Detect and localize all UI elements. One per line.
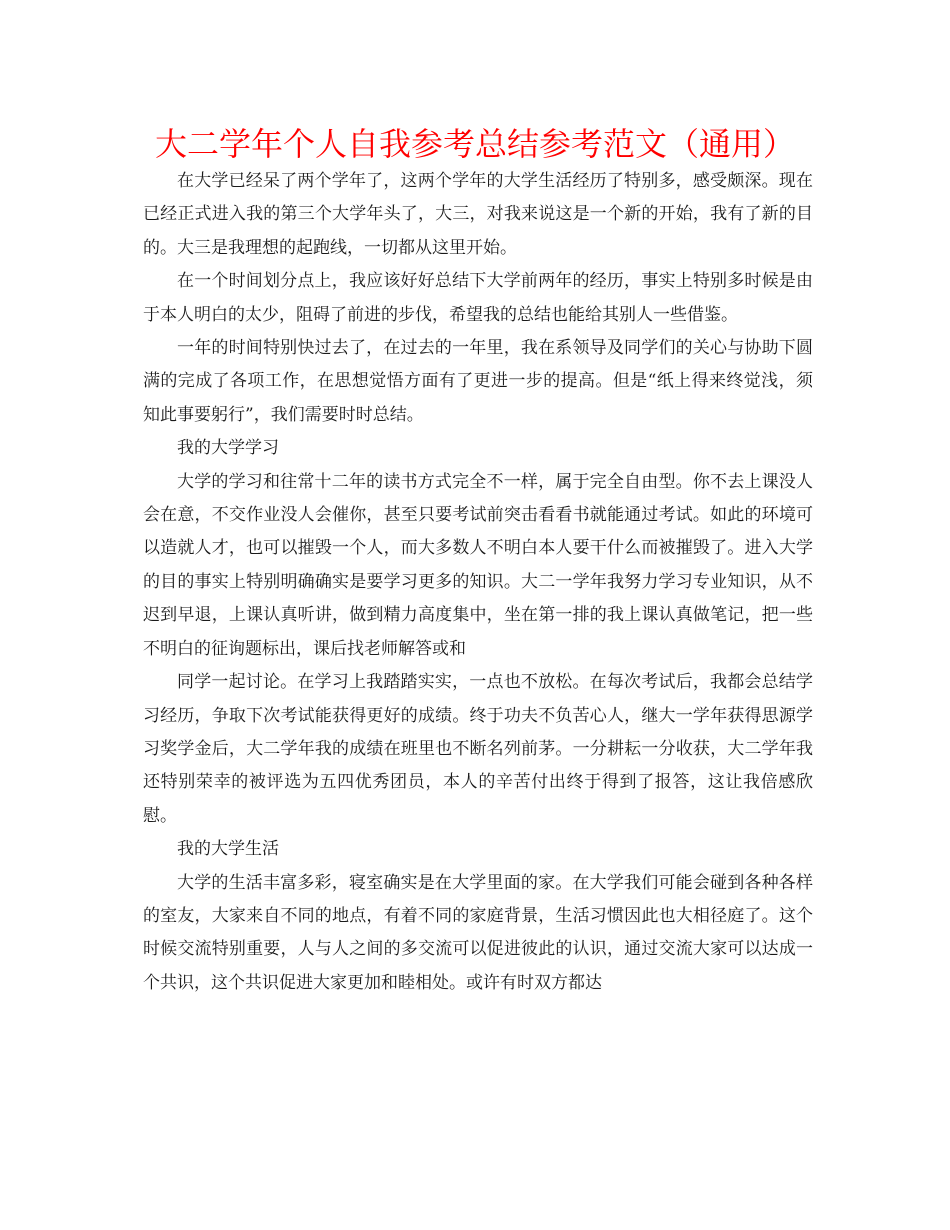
paragraph-study-1: 大学的学习和往常十二年的读书方式完全不一样，属于完全自由型。你不去上课没人会在意，不交作业没人会催你，甚至只要考试前突击看看书就能通过考试。如此的环境可以造就人才，也可以摧毁一个人，而大多数人不明白本人要干什么而被摧毁了。进入大学的目的事实上特别明确确实是要学习更多的知识。大二一学年我努力学习专业知识，从不迟到早退，上课认真听讲，做到精力高度集中，坐在第一排的我上课认真做笔记，把一些不明白的征询题标出，课后找老师解答或和 [143,471,813,659]
section-heading-life: 我的大学生活 [177,839,279,860]
document-body [143,165,813,1000]
document-title: 大二学年个人自我参考总结参考范文（通用） [154,125,795,163]
paragraph-life: 大学的生活丰富多彩，寝室确实是在大学里面的家。在大学我们可能会碰到各种各样的室友，大家来自不同的地点，有着不同的家庭背景，生活习惯因此也大相径庭了。这个时候交流特别重要，人与人之间的多交流可以促进彼此的认识，通过交流大家可以达成一个共识，这个共识促进大家更加和睦相处。或许有时双方都达 [143,872,813,993]
paragraph-study-2: 同学一起讨论。在学习上我踏踏实实，一点也不放松。在每次考试后，我都会总结学习经历，争取下次考试能获得更好的成绩。终于功夫不负苦心人，继大一学年获得思源学习奖学金后，大二学年我的成绩在班里也不断名列前茅。一分耕耘一分收获，大二学年我还特别荣幸的被评选为五四优秀团员，本人的辛苦付出终于得到了报答，这让我倍感欣慰。 [143,672,813,826]
paragraph-past-year: 一年的时间特别快过去了，在过去的一年里，我在系领导及同学们的关心与协助下圆满的完成了各项工作，在思想觉悟方面有了更进一步的提高。但是“纸上得来终觉浅，须知此事要躬行”，我们需要时时总结。 [143,338,813,425]
paragraph-intro: 在大学已经呆了两个学年了，这两个学年的大学生活经历了特别多，感受颇深。现在已经正式进入我的第三个大学年头了，大三，对我来说这是一个新的开始，我有了新的目的。大三是我理想的起跑线，一切都从这里开始。 [143,171,813,258]
section-heading-study: 我的大学学习 [177,438,279,459]
paragraph-summary-purpose: 在一个时间划分点上，我应该好好总结下大学前两年的经历，事实上特别多时候是由于本人明白的太少，阻碍了前进的步伐，希望我的总结也能给其别人一些借鉴。 [143,271,813,325]
